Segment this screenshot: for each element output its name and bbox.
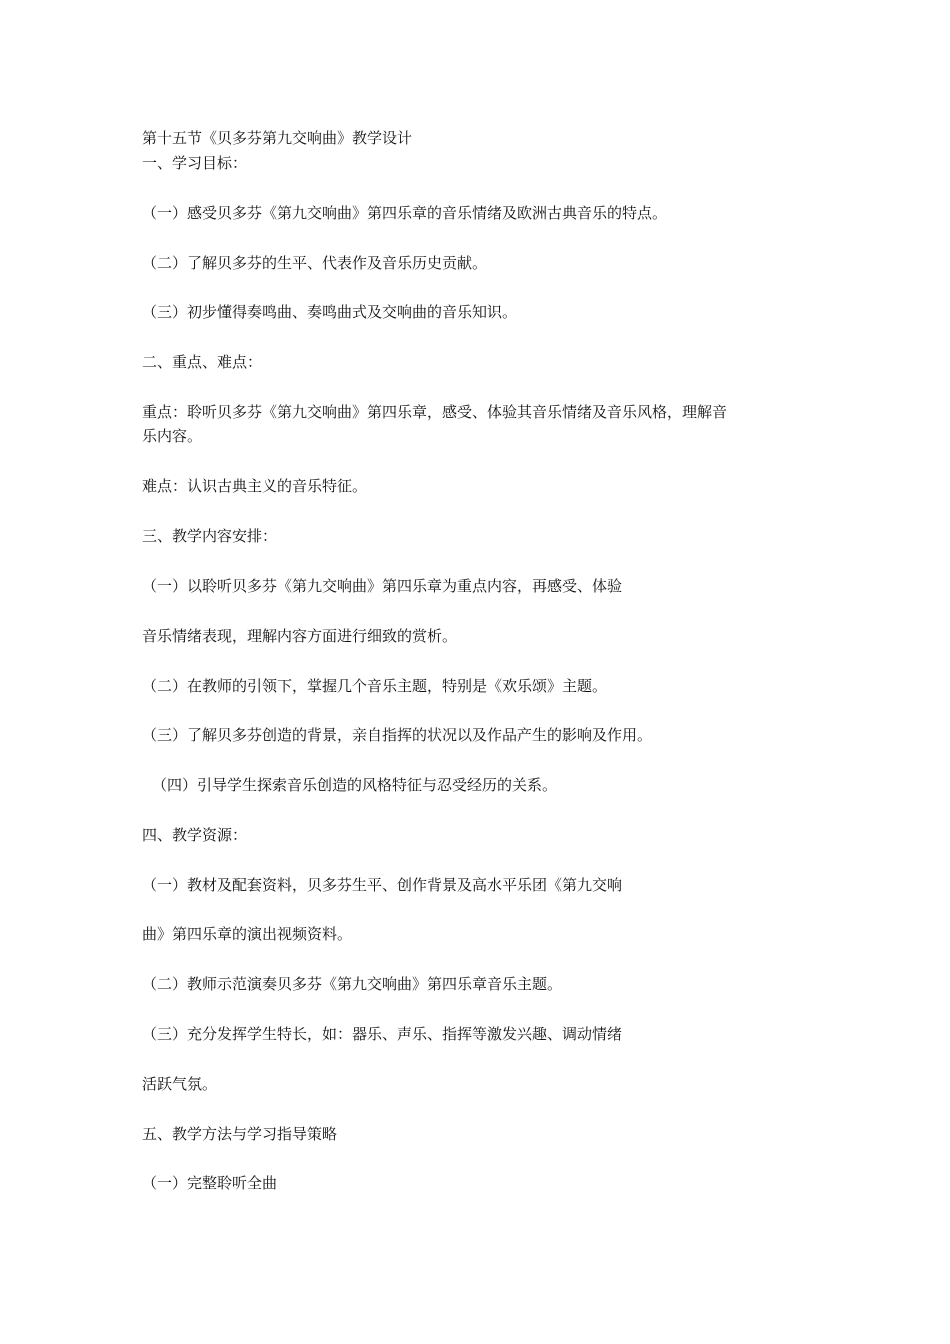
resource-item-1-line-2: 曲》第四乐章的演出视频资料。 bbox=[142, 925, 353, 943]
section-heading-key-points: 二、重点、难点： bbox=[142, 353, 263, 371]
resource-item-2: （二）教师示范演奏贝多芬《第九交响曲》第四乐章音乐主题。 bbox=[142, 975, 563, 993]
document-title: 第十五节《贝多芬第九交响曲》教学设计 bbox=[142, 129, 413, 147]
content-item-1-line-1: （一）以聆听贝多芬《第九交响曲》第四乐章为重点内容，再感受、体验 bbox=[142, 577, 623, 595]
resource-item-3-line-1: （三）充分发挥学生特长，如：器乐、声乐、指挥等激发兴趣、调动情绪 bbox=[142, 1025, 623, 1043]
section-heading-resources: 四、教学资源： bbox=[142, 826, 248, 844]
difficulty-point: 难点：认识古典主义的音乐特征。 bbox=[142, 477, 368, 495]
section-heading-methods: 五、教学方法与学习指导策略 bbox=[142, 1125, 338, 1143]
key-point-line-2: 乐内容。 bbox=[142, 427, 203, 445]
content-item-1-line-2: 音乐情绪表现，理解内容方面进行细致的赏析。 bbox=[142, 627, 458, 645]
resource-item-3-line-2: 活跃气氛。 bbox=[142, 1075, 218, 1093]
content-item-2: （二）在教师的引领下，掌握几个音乐主题，特别是《欢乐颂》主题。 bbox=[142, 677, 608, 695]
goal-item-2: （二）了解贝多芬的生平、代表作及音乐历史贡献。 bbox=[142, 254, 488, 272]
content-item-4: （四）引导学生探索音乐创造的风格特征与忍受经历的关系。 bbox=[152, 776, 558, 794]
section-heading-content: 三、教学内容安排： bbox=[142, 527, 278, 545]
method-item-1: （一）完整聆听全曲 bbox=[142, 1174, 278, 1192]
goal-item-3: （三）初步懂得奏鸣曲、奏鸣曲式及交响曲的音乐知识。 bbox=[142, 303, 518, 321]
key-point-line-1: 重点：聆听贝多芬《第九交响曲》第四乐章，感受、体验其音乐情绪及音乐风格，理解音 bbox=[142, 403, 728, 421]
section-heading-learning-goals: 一、学习目标： bbox=[142, 154, 248, 172]
content-item-3: （三）了解贝多芬创造的背景，亲自指挥的状况以及作品产生的影响及作用。 bbox=[142, 726, 653, 744]
goal-item-1: （一）感受贝多芬《第九交响曲》第四乐章的音乐情绪及欧洲古典音乐的特点。 bbox=[142, 204, 668, 222]
resource-item-1-line-1: （一）教材及配套资料，贝多芬生平、创作背景及高水平乐团《第九交响 bbox=[142, 876, 623, 894]
